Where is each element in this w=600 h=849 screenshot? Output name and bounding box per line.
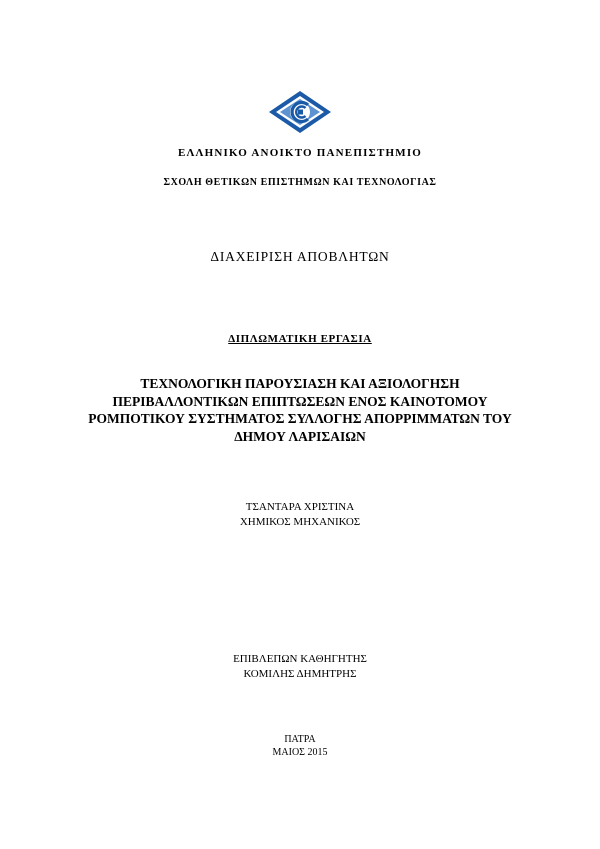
hellenic-open-university-logo-icon xyxy=(268,90,332,134)
thesis-title xyxy=(50,375,550,445)
supervisor-name: ΚΟΜΙΛΗΣ ΔΗΜΗΤΡΗΣ xyxy=(243,668,357,680)
university-logo-icon xyxy=(268,90,332,134)
thesis-type: ΔΙΠΛΩΜΑΤΙΚΗ ΕΡΓΑΣΙΑ xyxy=(228,333,372,345)
supervisor-block xyxy=(0,652,600,682)
thesis-title-line: ΤΕΧΝΟΛΟΓΙΚΗ ΠΑΡΟΥΣΙΑΣΗ ΚΑΙ ΑΞΙΟΛΟΓΗΣΗ xyxy=(140,376,460,391)
thesis-title-line: ΔΗΜΟΥ ΛΑΡΙΣΑΙΩΝ xyxy=(234,428,366,444)
author-profession: ΧΗΜΙΚΟΣ ΜΗΧΑΝΙΚΟΣ xyxy=(239,516,361,528)
place-date-block xyxy=(0,733,600,759)
school-name: ΣΧΟΛΗ ΘΕΤΙΚΩΝ ΕΠΙΣΤΗΜΩΝ ΚΑΙ ΤΕΧΝΟΛΟΓΙΑΣ xyxy=(163,177,437,188)
thesis-title-line: ΠΕΡΙΒΑΛΛΟΝΤΙΚΩΝ ΕΠΙΠΤΩΣΕΩΝ ΕΝΟΣ ΚΑΙΝΟΤΟΜΟΥ xyxy=(112,393,488,409)
date: ΜΑΙΟΣ 2015 xyxy=(272,747,328,758)
university-name: ΕΛΛΗΝΙΚΟ ΑΝΟΙΚΤΟ ΠΑΝΕΠΙΣΤΗΜΙΟ xyxy=(177,147,423,159)
author-name: ΤΣΑΝΤΑΡΑ ΧΡΙΣΤΙΝΑ xyxy=(245,501,355,513)
thesis-title-line: ΡΟΜΠΟΤΙΚΟΥ ΣΥΣΤΗΜΑΤΟΣ ΣΥΛΛΟΓΗΣ ΑΠΟΡΡΙΜΜΑΤΩΝ ΤΟΥ xyxy=(88,411,512,426)
supervisor-role: ΕΠΙΒΛΕΠΩΝ ΚΑΘΗΓΗΤΗΣ xyxy=(233,653,367,665)
author-block xyxy=(0,500,600,530)
city: ΠΑΤΡΑ xyxy=(284,734,316,745)
program-name: ΔΙΑΧΕΙΡΙΣΗ ΑΠΟΒΛΗΤΩΝ xyxy=(210,249,390,264)
